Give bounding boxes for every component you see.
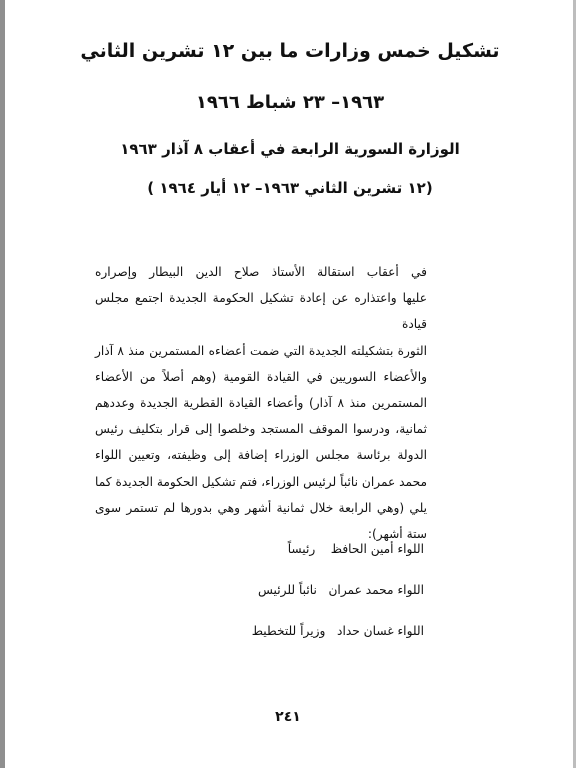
minister-role: نائباً للرئيس bbox=[258, 583, 317, 597]
body-line: ثمانية، ودرسوا الموقف المستجد وخلصوا إلى قرار بتكليف رئيس bbox=[95, 422, 427, 437]
minister-name: اللواء غسان حداد bbox=[337, 624, 424, 638]
minister-entry bbox=[288, 542, 424, 556]
body-line: محمد عمران نائباً لرئيس الوزراء، فتم تشكيل الحكومة الجديدة كما bbox=[95, 474, 427, 489]
minister-role: رئيساً bbox=[287, 542, 316, 556]
body-line: الدولة برئاسة مجلس الوزراء إضافة إلى وظيفته، وتعيين اللواء bbox=[95, 448, 427, 463]
body-line: والأعضاء السوريين في القيادة القومية (وهم أصلاً من الأعضاء bbox=[95, 369, 427, 384]
minister-name: اللواء أمين الحافظ bbox=[330, 542, 424, 556]
minister-role: وزيراً للتخطيط bbox=[251, 624, 326, 638]
body-line: المستمرين منذ ٨ آذار) وأعضاء القيادة القطرية الجديدة وعددهم bbox=[95, 396, 427, 411]
body-line: يلي (وهي الرابعة خلال ثمانية أشهر وهي بدورها لم تستمر سوى bbox=[95, 500, 427, 515]
minister-entry bbox=[258, 583, 424, 597]
body-line: في أعقاب استقالة الأستاذ صلاح الدين البيطار وإصراره bbox=[95, 265, 427, 279]
minister-name: اللواء محمد عمران bbox=[328, 583, 424, 597]
chapter-date-range: ١٩٦٣– ٢٣ شباط ١٩٦٦ bbox=[195, 92, 385, 113]
section-date-range: (١٢ تشرين الثاني ١٩٦٣– ١٢ أيار ١٩٦٤ ) bbox=[147, 179, 433, 197]
body-line: ستة أشهر): bbox=[367, 527, 427, 542]
minister-entry bbox=[252, 624, 424, 638]
section-title: الوزارة السورية الرابعة في أعقاب ٨ آذار ١٩٦٣ bbox=[120, 140, 460, 158]
body-line: الثورة بتشكيلته الجديدة التي ضمت أعضاءه المستمرين منذ ٨ آذار bbox=[95, 343, 427, 358]
body-paragraph bbox=[95, 259, 427, 547]
body-line: عليها واعتذاره عن إعادة تشكيل الحكومة الجديدة اجتمع مجلس قيادة bbox=[95, 291, 427, 332]
chapter-title: تشكيل خمس وزارات ما بين ١٢ تشرين الثاني bbox=[80, 40, 500, 62]
page-number: ٢٤١ bbox=[275, 709, 301, 725]
scan-left-edge bbox=[0, 0, 5, 768]
